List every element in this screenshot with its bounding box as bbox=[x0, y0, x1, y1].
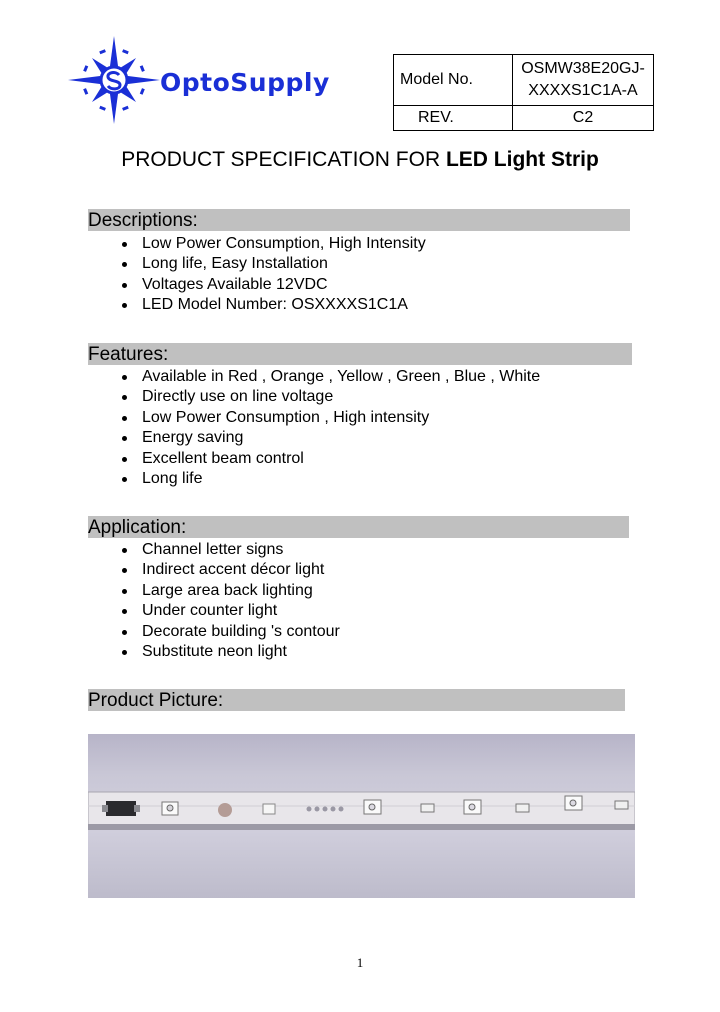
rev-value: C2 bbox=[513, 106, 654, 131]
title-product: LED Light Strip bbox=[445, 148, 599, 171]
list-item: Excellent beam control bbox=[118, 449, 540, 469]
list-item: Indirect accent décor light bbox=[118, 560, 340, 580]
list-item: LED Model Number: OSXXXXS1C1A bbox=[118, 295, 426, 315]
list-item: Under counter light bbox=[118, 601, 340, 621]
descriptions-list bbox=[118, 234, 426, 316]
model-value-line2: XXXXS1C1A-A bbox=[528, 82, 638, 99]
list-item: Directly use on line voltage bbox=[118, 387, 540, 407]
brand-name: OptoSupply bbox=[160, 68, 330, 97]
page-number: 1 bbox=[356, 955, 364, 970]
features-list bbox=[118, 367, 540, 489]
rev-label: REV. bbox=[394, 106, 513, 131]
title-prefix: PRODUCT SPECIFICATION FOR bbox=[121, 148, 441, 171]
features-heading: Features: bbox=[88, 343, 632, 365]
model-info-table bbox=[393, 54, 654, 131]
application-list bbox=[118, 540, 340, 662]
product-picture-heading: Product Picture: bbox=[88, 689, 625, 711]
model-value bbox=[513, 55, 654, 106]
list-item: Decorate building 's contour bbox=[118, 622, 340, 642]
list-item: Substitute neon light bbox=[118, 642, 340, 662]
list-item: Large area back lighting bbox=[118, 581, 340, 601]
page-title bbox=[0, 148, 720, 172]
list-item: Voltages Available 12VDC bbox=[118, 275, 426, 295]
list-item: Low Power Consumption , High intensity bbox=[118, 408, 540, 428]
model-value-line1: OSMW38E20GJ- bbox=[521, 60, 645, 77]
descriptions-heading: Descriptions: bbox=[88, 209, 630, 231]
list-item: Low Power Consumption, High Intensity bbox=[118, 234, 426, 254]
product-photo bbox=[88, 734, 635, 898]
list-item: Energy saving bbox=[118, 428, 540, 448]
led-strip-illustration bbox=[88, 734, 635, 898]
application-heading: Application: bbox=[88, 516, 629, 538]
list-item: Channel letter signs bbox=[118, 540, 340, 560]
list-item: Available in Red , Orange , Yellow , Green , Blue , White bbox=[118, 367, 540, 387]
list-item: Long life bbox=[118, 469, 540, 489]
model-label: Model No. bbox=[394, 55, 513, 106]
list-item: Long life, Easy Installation bbox=[118, 254, 426, 274]
